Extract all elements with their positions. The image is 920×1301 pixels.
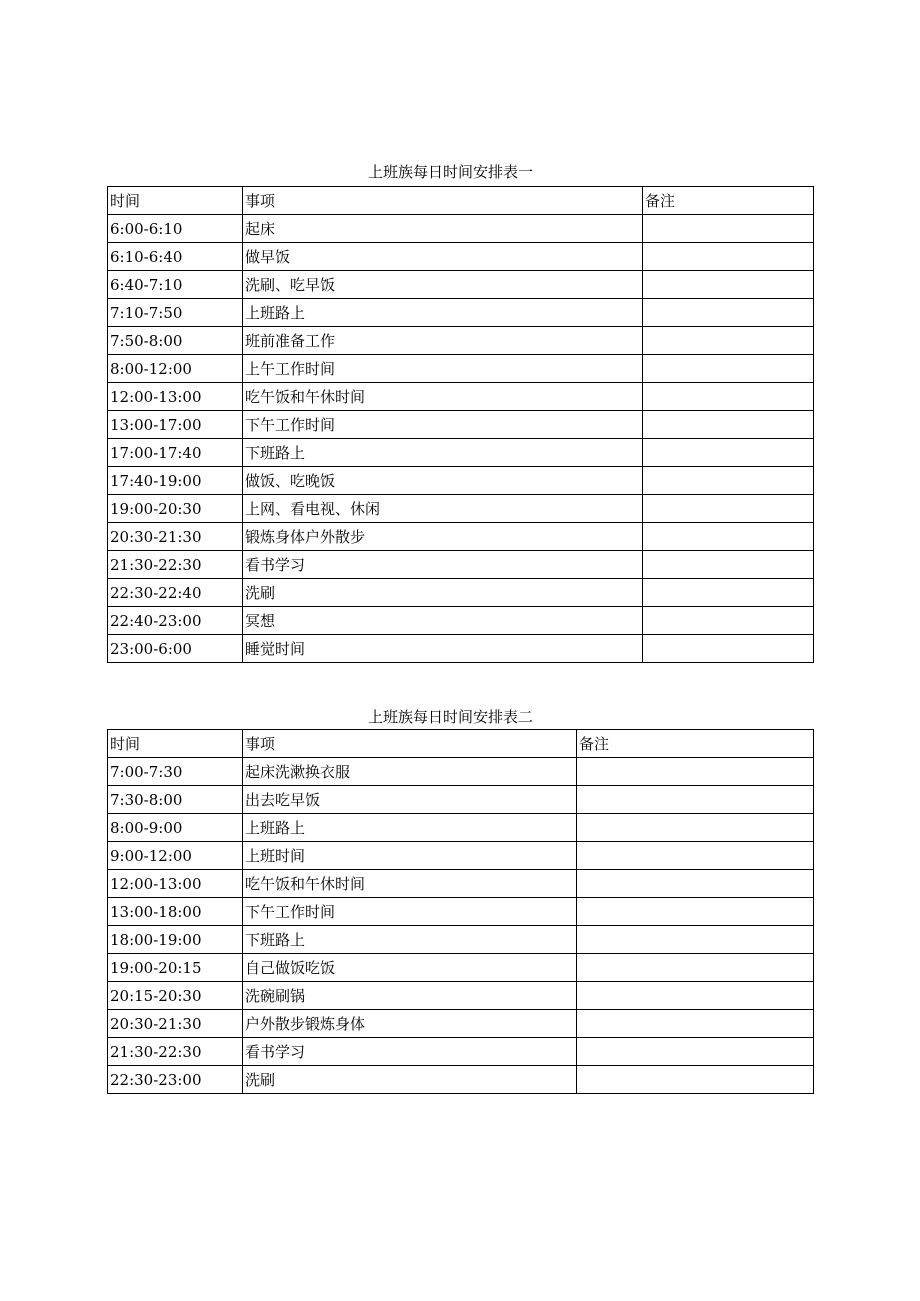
table-row — [108, 523, 814, 551]
header-note-cell: 备注 — [643, 187, 814, 215]
time-cell: 18:00-19:00 — [108, 926, 243, 954]
time-cell: 8:00-12:00 — [108, 355, 243, 383]
time-cell: 7:00-7:30 — [108, 758, 243, 786]
note-cell — [643, 635, 814, 663]
table-row — [108, 982, 814, 1010]
header-activity-cell: 事项 — [243, 187, 643, 215]
activity-cell: 洗碗刷锅 — [243, 982, 577, 1010]
table-row — [108, 926, 814, 954]
activity-cell: 上班路上 — [243, 299, 643, 327]
table-row — [108, 1010, 814, 1038]
time-cell: 22:30-22:40 — [108, 579, 243, 607]
table-row — [108, 607, 814, 635]
note-cell — [577, 898, 814, 926]
header-row — [108, 730, 814, 758]
table-row — [108, 495, 814, 523]
note-cell — [643, 523, 814, 551]
time-cell: 8:00-9:00 — [108, 814, 243, 842]
table-row — [108, 579, 814, 607]
table-row — [108, 355, 814, 383]
note-cell — [577, 870, 814, 898]
activity-cell: 洗刷 — [243, 1066, 577, 1094]
schedule-table-2 — [107, 729, 814, 1094]
table-row — [108, 1066, 814, 1094]
table-row — [108, 271, 814, 299]
table-row — [108, 758, 814, 786]
note-cell — [643, 439, 814, 467]
table-row — [108, 299, 814, 327]
note-cell — [577, 786, 814, 814]
time-cell: 7:50-8:00 — [108, 327, 243, 355]
activity-cell: 洗刷、吃早饭 — [243, 271, 643, 299]
activity-cell: 自己做饭吃饭 — [243, 954, 577, 982]
time-cell: 21:30-22:30 — [108, 551, 243, 579]
activity-cell: 吃午饭和午休时间 — [243, 870, 577, 898]
activity-cell: 起床洗漱换衣服 — [243, 758, 577, 786]
activity-cell: 班前准备工作 — [243, 327, 643, 355]
note-cell — [577, 1010, 814, 1038]
note-cell — [577, 842, 814, 870]
schedule-title-1: 上班族每日时间安排表一 — [368, 163, 534, 181]
note-cell — [643, 271, 814, 299]
note-cell — [643, 607, 814, 635]
time-cell: 20:30-21:30 — [108, 1010, 243, 1038]
activity-cell: 吃午饭和午休时间 — [243, 383, 643, 411]
time-cell: 19:00-20:15 — [108, 954, 243, 982]
table-row — [108, 898, 814, 926]
activity-cell: 下午工作时间 — [243, 411, 643, 439]
note-cell — [577, 758, 814, 786]
header-time-cell: 时间 — [108, 730, 243, 758]
note-cell — [643, 327, 814, 355]
activity-cell: 起床 — [243, 215, 643, 243]
time-cell: 20:15-20:30 — [108, 982, 243, 1010]
time-cell: 9:00-12:00 — [108, 842, 243, 870]
table-row — [108, 243, 814, 271]
table-row — [108, 439, 814, 467]
table-row — [108, 383, 814, 411]
time-cell: 12:00-13:00 — [108, 383, 243, 411]
note-cell — [577, 926, 814, 954]
note-cell — [643, 355, 814, 383]
table-row — [108, 814, 814, 842]
note-cell — [643, 495, 814, 523]
schedule-table-2-body — [108, 730, 814, 1094]
time-cell: 12:00-13:00 — [108, 870, 243, 898]
table-row — [108, 786, 814, 814]
activity-cell: 看书学习 — [243, 1038, 577, 1066]
time-cell: 7:10-7:50 — [108, 299, 243, 327]
activity-cell: 锻炼身体户外散步 — [243, 523, 643, 551]
time-cell: 13:00-18:00 — [108, 898, 243, 926]
table-row — [108, 467, 814, 495]
note-cell — [577, 1066, 814, 1094]
time-cell: 6:10-6:40 — [108, 243, 243, 271]
activity-cell: 冥想 — [243, 607, 643, 635]
time-cell: 23:00-6:00 — [108, 635, 243, 663]
activity-cell: 户外散步锻炼身体 — [243, 1010, 577, 1038]
time-cell: 6:40-7:10 — [108, 271, 243, 299]
time-cell: 19:00-20:30 — [108, 495, 243, 523]
table-row — [108, 635, 814, 663]
note-cell — [643, 383, 814, 411]
schedule-table-1-body — [108, 187, 814, 663]
time-cell: 21:30-22:30 — [108, 1038, 243, 1066]
activity-cell: 睡觉时间 — [243, 635, 643, 663]
time-cell: 7:30-8:00 — [108, 786, 243, 814]
activity-cell: 下午工作时间 — [243, 898, 577, 926]
note-cell — [643, 215, 814, 243]
table-row — [108, 1038, 814, 1066]
header-note-cell: 备注 — [577, 730, 814, 758]
note-cell — [643, 467, 814, 495]
note-cell — [643, 551, 814, 579]
schedule-table-1 — [107, 186, 814, 663]
note-cell — [643, 243, 814, 271]
activity-cell: 做饭、吃晚饭 — [243, 467, 643, 495]
activity-cell: 下班路上 — [243, 439, 643, 467]
note-cell — [577, 1038, 814, 1066]
table-row — [108, 870, 814, 898]
activity-cell: 上网、看电视、休闲 — [243, 495, 643, 523]
note-cell — [577, 982, 814, 1010]
note-cell — [577, 954, 814, 982]
activity-cell: 上班时间 — [243, 842, 577, 870]
time-cell: 17:00-17:40 — [108, 439, 243, 467]
time-cell: 22:30-23:00 — [108, 1066, 243, 1094]
activity-cell: 做早饭 — [243, 243, 643, 271]
time-cell: 22:40-23:00 — [108, 607, 243, 635]
table-row — [108, 954, 814, 982]
note-cell — [643, 411, 814, 439]
table-row — [108, 551, 814, 579]
table-row — [108, 215, 814, 243]
schedule-title-2: 上班族每日时间安排表二 — [368, 708, 534, 726]
header-row — [108, 187, 814, 215]
table-row — [108, 842, 814, 870]
header-activity-cell: 事项 — [243, 730, 577, 758]
table-row — [108, 411, 814, 439]
time-cell: 6:00-6:10 — [108, 215, 243, 243]
header-time-cell: 时间 — [108, 187, 243, 215]
activity-cell: 下班路上 — [243, 926, 577, 954]
time-cell: 17:40-19:00 — [108, 467, 243, 495]
table-row — [108, 327, 814, 355]
note-cell — [643, 579, 814, 607]
activity-cell: 洗刷 — [243, 579, 643, 607]
time-cell: 20:30-21:30 — [108, 523, 243, 551]
activity-cell: 上班路上 — [243, 814, 577, 842]
activity-cell: 看书学习 — [243, 551, 643, 579]
activity-cell: 上午工作时间 — [243, 355, 643, 383]
note-cell — [643, 299, 814, 327]
time-cell: 13:00-17:00 — [108, 411, 243, 439]
note-cell — [577, 814, 814, 842]
activity-cell: 出去吃早饭 — [243, 786, 577, 814]
